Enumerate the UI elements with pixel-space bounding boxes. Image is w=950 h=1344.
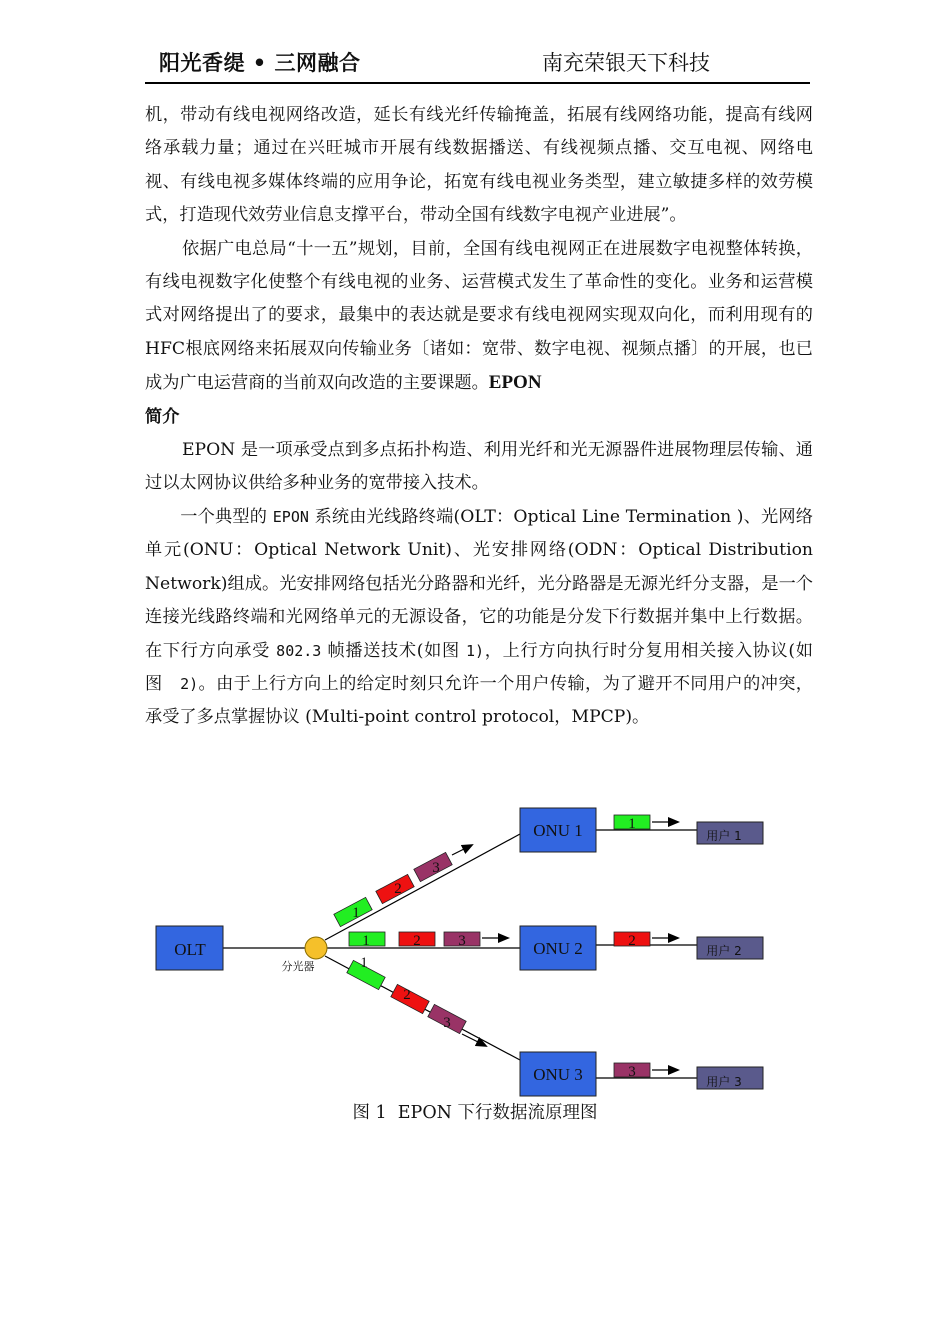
onu3-label: ONU 3 [533, 1065, 583, 1084]
splitter-label: 分光器 [281, 960, 315, 973]
packet-1-branch1-label: 1 [352, 905, 360, 921]
user1-label: 用户 1 [706, 829, 742, 843]
p4-fig2-ref: 2) [180, 674, 199, 693]
epon-inline-heading: EPON [488, 372, 542, 394]
paragraph-3-text: EPON 是一项承受点到多点拓扑构造、利用光纤和光无源器件进展物理层传输、通过以太网协议供给多种业务的宽带接入技术。 [145, 440, 813, 494]
caption-text: EPON 下行数据流原理图 [397, 1103, 598, 1123]
packet-3-to-user3-label: 3 [628, 1064, 636, 1080]
olt-label: OLT [174, 940, 206, 959]
p4-standard: 802.3 [276, 641, 322, 660]
p4-part-b: 系统由光线路终端(OLT：Optical Line Termination )、光网络单元(ONU：Optical Network Unit)、光安排网络(ODN：Optical Distribution Network)组成。光安排网络包括光分路器和光纤，光分路器是无源光纤分支器，是一个连接光线路终端和光网络单元的无源设备，它的功能是分发下行数据并集中上行数据。在下行方向承受 [145, 506, 813, 661]
paragraph-2-text: 依据广电总局“十一五”规划，目前，全国有线电视网正在进展数字电视整体转换，有线电视数字化使整个有线电视的业务、运营模式发生了革命性的变化。业务和运营模式对网络提出了的要求，最集中的表达就是要求有线电视网实现双向化，而利用现有的HFC根底网络来拓展双向传输业务〔诸如：宽带、数字电视、视频点播〕的开展，也已成为广电运营商的当前双向改造的主要课题。 [145, 238, 813, 394]
page-header [145, 48, 810, 84]
caption-label: 图 1 [352, 1103, 387, 1123]
p4-epon: EPON [272, 507, 309, 526]
epon-downstream-diagram [0, 800, 950, 1140]
packet-1-branch3-label: 1 [360, 955, 368, 971]
packet-2-to-user2-label: 2 [628, 933, 636, 949]
fiber-to-onu1 [325, 834, 520, 940]
user3-label: 用户 3 [706, 1075, 742, 1089]
paragraph-4 [145, 501, 813, 735]
p4-part-a: 一个典型的 [180, 506, 268, 527]
document-body [145, 99, 813, 735]
paragraph-1: 机，带动有线电视网络改造，延长有线光纤传输掩盖，拓展有线网络功能，提高有线网络承载力量；通过在兴旺城市开展有线数据播送、有线视频点播、交互电视、网络电视、有线电视多媒体终端的应用争论，拓宽有线电视业务类型，建立敏捷多样的效劳模式，打造现代效劳业信息支撑平台，带动全国有线数字电视产业进展”。 [145, 105, 813, 226]
figure-caption [0, 1100, 950, 1126]
onu1-label: ONU 1 [533, 821, 583, 840]
paragraph-2 [145, 233, 813, 401]
section-heading-intro: 简介 [145, 406, 180, 427]
packet-2-branch1-label: 2 [394, 881, 402, 897]
onu2-label: ONU 2 [533, 939, 583, 958]
arrow-branch1 [452, 845, 472, 855]
header-left-title: 阳光香缇 • 三网融合 [159, 51, 361, 75]
header-right-title: 南充荣银天下科技 [542, 51, 710, 75]
p4-part-c: 帧播送技术(如图 [327, 640, 460, 661]
p4-fig1-ref: 1) [466, 641, 485, 660]
packet-2-branch2-label: 2 [413, 933, 421, 949]
splitter-node [305, 937, 327, 959]
packet-3-branch2-label: 3 [458, 933, 466, 949]
user2-label: 用户 2 [706, 944, 742, 958]
packet-1-branch2-label: 1 [362, 933, 370, 949]
packet-3-branch3-label: 3 [443, 1015, 451, 1031]
p4-part-d: ，上行方向执行时分复用相关接入协议(如图 [145, 640, 813, 694]
packet-2-branch3-label: 2 [403, 987, 411, 1003]
packet-3-branch1-label: 3 [432, 860, 440, 876]
p4-part-e: 。由于上行方向上的给定时刻只允许一个用户传输，为了避开不同用户的冲突，承受了多点掌握协议 (Multi-point control protocol，MPCP)。 [145, 673, 813, 728]
paragraph-3 [145, 434, 813, 501]
packet-1-to-user1-label: 1 [628, 816, 636, 832]
